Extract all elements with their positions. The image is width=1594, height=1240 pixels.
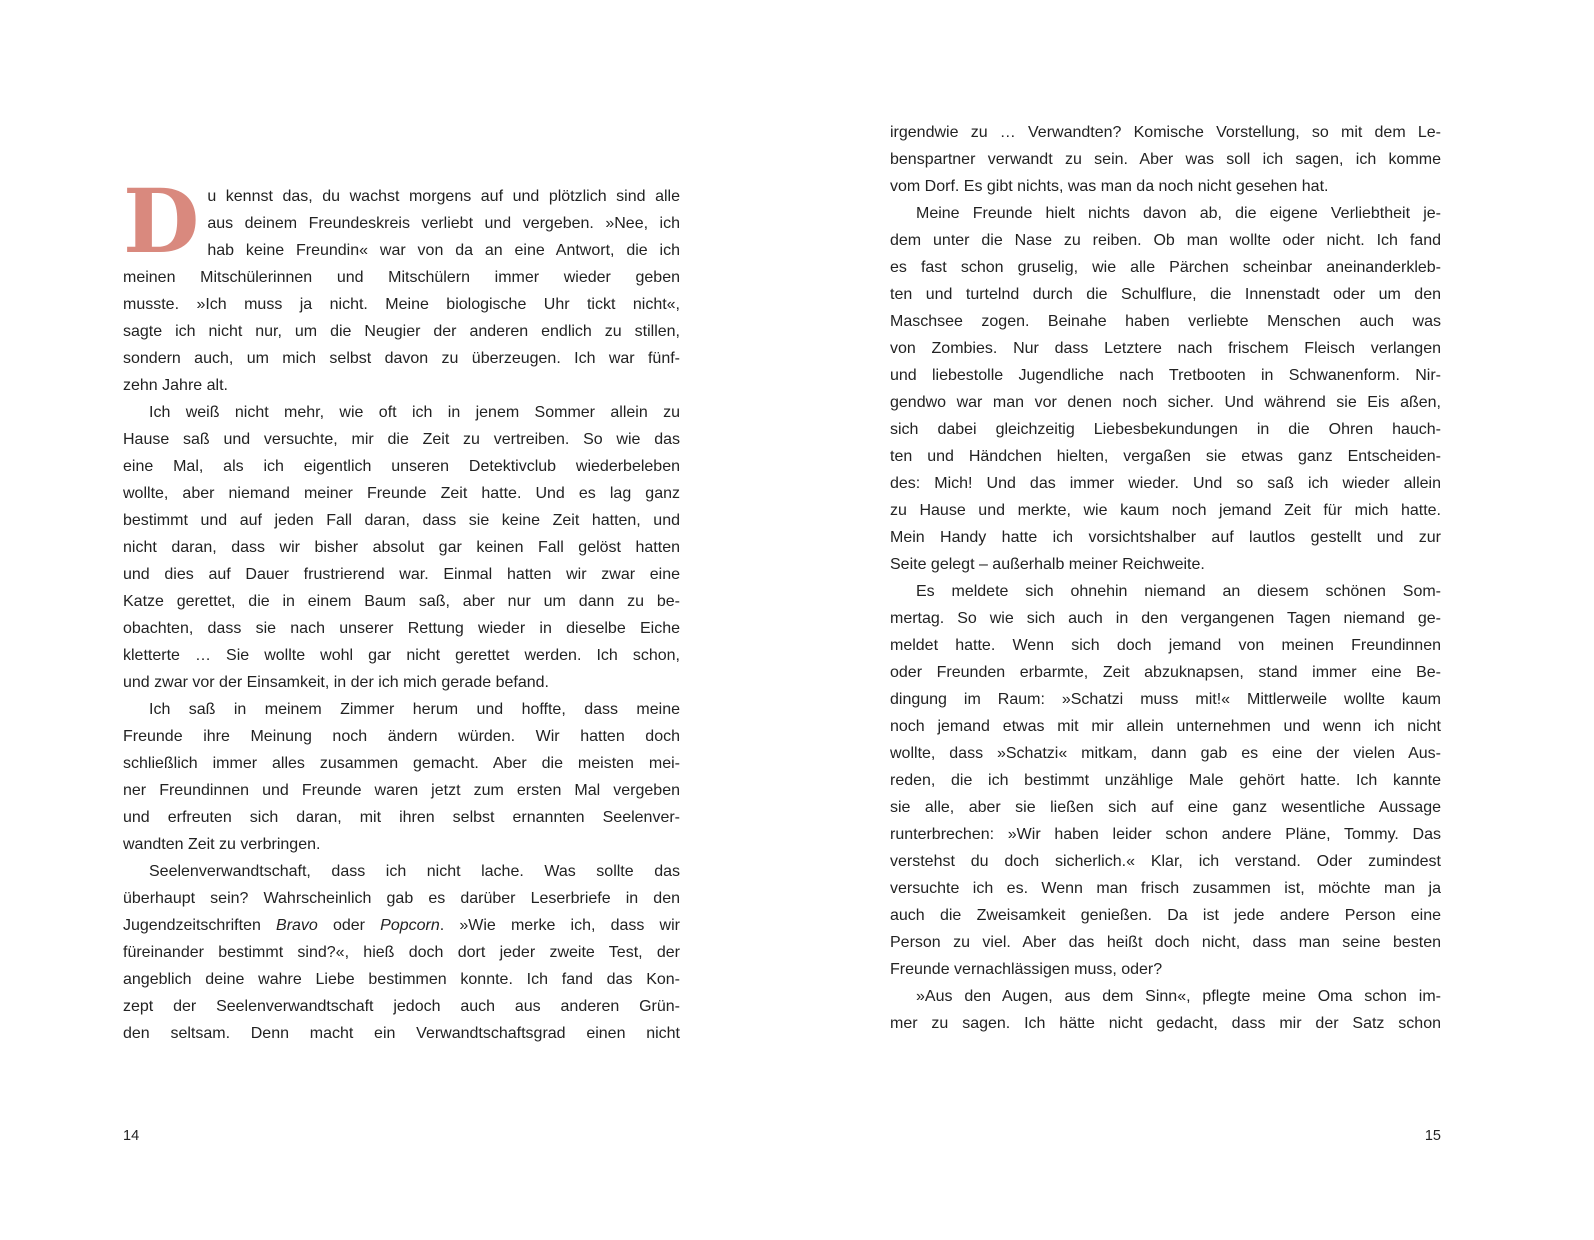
text-line: schließlich immer alles zusammen gemacht. Aber die meisten mei- (123, 755, 680, 772)
text-line: noch jemand etwas mit mir allein unternehmen und wenn ich nicht (890, 718, 1441, 735)
text-line: Freunde ihre Meinung noch ändern würden. Wir hatten doch (123, 728, 680, 745)
text-line: ner Freundinnen und Freunde waren jetzt zum ersten Mal vergeben (123, 782, 680, 799)
text-line: sagte ich nicht nur, um die Neugier der anderen endlich zu stillen, (123, 323, 680, 340)
text-line: aus deinem Freundeskreis verliebt und vergeben. »Nee, ich (207, 215, 680, 232)
text-line: wandten Zeit zu verbringen. (123, 836, 321, 853)
text-line: füreinander bestimmt sind?«, hieß doch dort jeder zweite Test, der (123, 944, 680, 961)
text-line: mer zu sagen. Ich hätte nicht gedacht, dass mir der Satz schon (890, 1015, 1441, 1032)
text-line: Mein Handy hatte ich vorsichtshalber auf lautlos gestellt und zur (890, 529, 1441, 546)
text-line: oder Freunden erbarmte, Zeit abzuknapsen, stand immer eine Be- (890, 664, 1441, 681)
text-line: Es meldete sich ohnehin niemand an diesem schönen Som- (916, 583, 1441, 600)
text-line: nicht daran, dass wir bisher absolut gar keinen Fall gelöst hatten (123, 539, 680, 556)
text-line: Katze gerettet, die in einem Baum saß, aber nur um dann zu be- (123, 593, 680, 610)
text-line: eine Mal, als ich eigentlich unseren Detektivclub wiederbeleben (123, 458, 680, 475)
text-line: sie alle, aber sie ließen sich auf eine ganz wesentliche Aussage (890, 799, 1441, 816)
text-line: vom Dorf. Es gibt nichts, was man da noch nicht gesehen hat. (890, 178, 1329, 195)
paragraph (890, 578, 1441, 983)
text-line: den seltsam. Denn macht ein Verwandtschaftsgrad einen nicht (123, 1025, 680, 1042)
text-line: dem unter die Nase zu reiben. Ob man wollte oder nicht. Ich fand (890, 232, 1441, 249)
text-line: mertag. So wie sich auch in den vergangenen Tagen niemand ge- (890, 610, 1441, 627)
text-line: meinen Mitschülerinnen und Mitschülern immer wieder geben (123, 269, 680, 286)
text-line: Ich weiß nicht mehr, wie oft ich in jenem Sommer allein zu (149, 404, 680, 421)
text-line: Ich saß in meinem Zimmer herum und hoffte, dass meine (149, 701, 680, 718)
text-line: Jugendzeitschriften Bravo oder Popcorn. »Wie merke ich, dass wir (123, 917, 680, 934)
paragraph (123, 696, 680, 858)
paragraph (123, 169, 680, 399)
text-line: benspartner verwandt zu sein. Aber was soll ich sagen, ich komme (890, 151, 1441, 168)
text-line: verstehst du doch sicherlich.« Klar, ich verstand. Oder zumindest (890, 853, 1441, 870)
italic-text: Popcorn (380, 917, 440, 934)
text-line: Person zu viel. Aber das heißt doch nicht, dass man seine besten (890, 934, 1441, 951)
text-line: wollte, aber niemand meiner Freunde Zeit hatte. Und es lag ganz (123, 485, 680, 502)
text-line: Meine Freunde hielt nichts davon ab, die eigene Verliebtheit je- (916, 205, 1441, 222)
text-line: musste. »Ich muss ja nicht. Meine biologische Uhr tickt nicht«, (123, 296, 680, 313)
text-line: von Zombies. Nur dass Letztere nach frischem Fleisch verlangen (890, 340, 1441, 357)
text-line: und erfreuten sich daran, mit ihren selbst ernannten Seelenver- (123, 809, 680, 826)
text-line: runterbrechen: »Wir haben leider schon andere Pläne, Tommy. Das (890, 826, 1441, 843)
paragraph (890, 200, 1441, 578)
text-line: ten und Händchen hielten, vergaßen sie etwas ganz Entscheiden- (890, 448, 1441, 465)
text-line: Seelenverwandtschaft, dass ich nicht lache. Was sollte das (149, 863, 680, 880)
text-line: dingung im Raum: »Schatzi muss mit!« Mittlerweile wollte kaum (890, 691, 1441, 708)
paragraph (890, 983, 1441, 1037)
paragraph (123, 399, 680, 696)
text-line: versuchte ich es. Wenn man frisch zusammen ist, möchte man ja (890, 880, 1441, 897)
text-line: auch die Zweisamkeit genießen. Da ist jede andere Person eine (890, 907, 1441, 924)
text-line: angeblich deine wahre Liebe bestimmen konnte. Ich fand das Kon- (123, 971, 680, 988)
left-page-text-column (123, 169, 680, 1047)
text-line: hab keine Freundin« war von da an eine Antwort, die ich (207, 242, 680, 259)
text-line: es fast schon gruselig, wie alle Pärchen scheinbar aneinanderkleb- (890, 259, 1441, 276)
paragraph (890, 119, 1441, 200)
text-line: zept der Seelenverwandtschaft jedoch auch aus anderen Grün- (123, 998, 680, 1015)
text-line: zu Hause und merkte, wie kaum noch jemand Zeit für mich hatte. (890, 502, 1441, 519)
text-line: und dies auf Dauer frustrierend war. Einmal hatten wir zwar eine (123, 566, 680, 583)
text-line: Hause saß und versuchte, mir die Zeit zu vertreiben. So wie das (123, 431, 680, 448)
text-line: zehn Jahre alt. (123, 377, 228, 394)
text-line: »Aus den Augen, aus dem Sinn«, pflegte meine Oma schon im- (916, 988, 1441, 1005)
drop-cap-letter: D (123, 169, 200, 273)
right-page-text-column (890, 119, 1441, 1037)
text-line: sondern auch, um mich selbst davon zu überzeugen. Ich war fünf- (123, 350, 680, 367)
text-line: Freunde vernachlässigen muss, oder? (890, 961, 1163, 978)
text-line: überhaupt sein? Wahrscheinlich gab es darüber Leserbriefe in den (123, 890, 680, 907)
text-line: reden, die ich bestimmt unzählige Male gehört hatte. Ich kannte (890, 772, 1441, 789)
text-line: und liebestolle Jugendliche nach Tretbooten in Schwanenform. Nir- (890, 367, 1441, 384)
text-line: wollte, dass »Schatzi« mitkam, dann gab es eine der vielen Aus- (890, 745, 1441, 762)
italic-text: Bravo (276, 917, 318, 934)
text-line: bestimmt und auf jeden Fall daran, dass sie keine Zeit hatten, und (123, 512, 680, 529)
page-number-right: 15 (1424, 1128, 1441, 1144)
text-line: und zwar vor der Einsamkeit, in der ich mich gerade befand. (123, 674, 549, 691)
text-line: obachten, dass sie nach unserer Rettung wieder in dieselbe Eiche (123, 620, 680, 637)
text-line: irgendwie zu … Verwandten? Komische Vorstellung, so mit dem Le- (890, 124, 1441, 141)
text-line: sich dabei gleichzeitig Liebesbekundungen in die Ohren hauch- (890, 421, 1441, 438)
text-line: kletterte … Sie wollte wohl gar nicht gerettet werden. Ich schon, (123, 647, 680, 664)
page-number-left: 14 (123, 1128, 140, 1144)
text-line: meldet hatte. Wenn sich doch jemand von meinen Freundinnen (890, 637, 1441, 654)
text-line: Maschsee zogen. Beinahe haben verliebte Menschen auch was (890, 313, 1441, 330)
text-line: Seite gelegt – außerhalb meiner Reichweite. (890, 556, 1205, 573)
text-line: des: Mich! Und das immer wieder. Und so saß ich wieder allein (890, 475, 1441, 492)
text-line: ten und turtelnd durch die Schulflure, die Innenstadt oder um den (890, 286, 1441, 303)
text-line: gendwo war man vor denen noch sicher. Und während sie Eis aßen, (890, 394, 1441, 411)
paragraph (123, 858, 680, 1047)
text-line: u kennst das, du wachst morgens auf und plötzlich sind alle (207, 188, 680, 205)
